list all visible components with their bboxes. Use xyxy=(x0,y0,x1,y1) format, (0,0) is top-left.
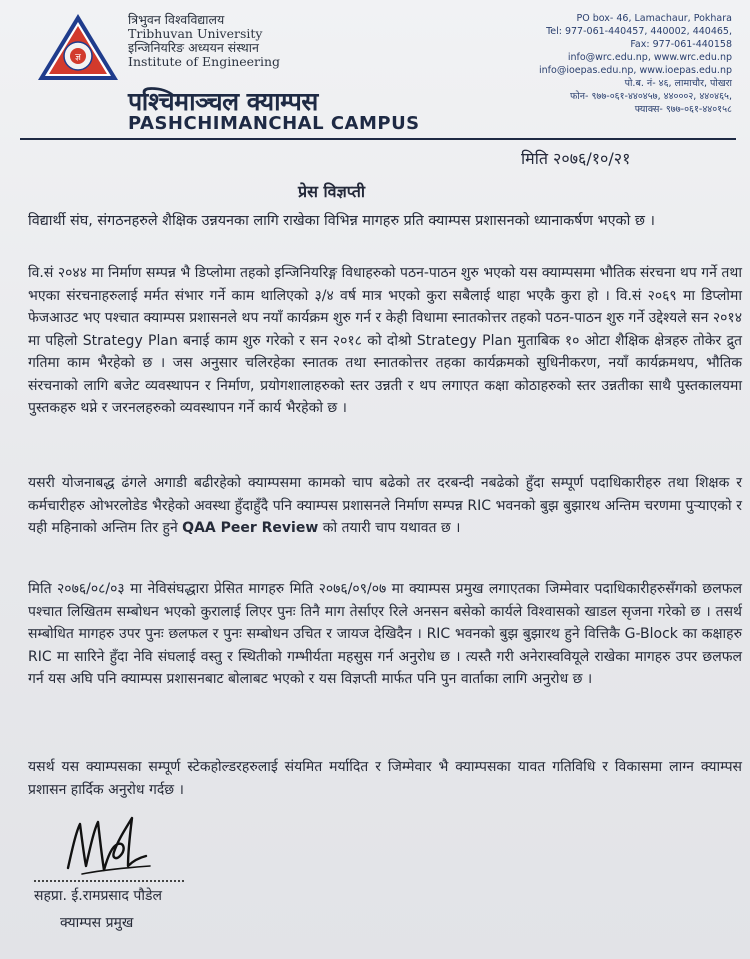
paragraph-3 xyxy=(28,472,742,540)
tribhuvan-university-emblem-icon xyxy=(36,12,120,82)
contact-line: पो.ब. नं- ४६, लामाचौर, पोखरा xyxy=(624,78,732,89)
paragraph-2: वि.सं २०४४ मा निर्माण सम्पन्न भै डिप्लोमा तहको इन्जिनियरिङ्ग विधाहरुको पठन-पाठन शुरु भएको यस क्याम्पसमा भौतिक संरचना थप गर्ने तथा भएका संरचनाहरुलाई मर्मत संभार गर्ने काम थालिएको ३/४ वर्ष मात्र भएको कुरा सबैलाई थाहा भएकै कुरा हो । वि.सं २०६९ मा डिप्लोमा फेजआउट भए पश्चात क्याम्पस प्रशासनले थप नयाँ कार्यक्रम शुरु गर्न र केही विधामा स्नातकोत्तर तहको पठन-पाठन शुरु गर्ने उद्देश्यले सन २०१४ मा पहिलो Strategy Plan बनाई काम शुरु गरेको र सन २०१८ को दोश्रो Strategy Plan मुताबिक १० ओटा शैक्षिक क्षेत्रहरु तोकेर द्रुत गतिमा काम भैरहेको छ । जस अनुसार चलिरहेका स्नातक तथा स्नातकोत्तर तहका कार्यक्रमको सुधिनीकरण, नयाँ कार्यक्रमथप, भौतिक संरचनाको लागि बजेट व्यवस्थापन र निर्माण, प्रयोगशालाहरुको स्तर उन्नती र थप लगाएत कक्षा कोठाहरुको स्तर उन्नतीका साथै पुस्तकालयमा पुस्तकहरु थप्ने र जरनलहरुको व्यवस्थापन गर्ने कार्य भैरहेको छ । xyxy=(28,265,742,416)
paragraph-3-end: को तयारी चाप यथावत छ । xyxy=(318,520,461,536)
signature-line xyxy=(34,880,184,882)
campus-name-np: पश्चिमाञ्चल क्याम्पस xyxy=(128,87,318,116)
paragraph-1: विद्यार्थी संघ, संगठनहरुले शैक्षिक उन्नयनका लागि राखेका विभिन्न मागहरु प्रति क्याम्पस प्रशासनको ध्यानाकर्षण भएको छ । xyxy=(28,213,656,229)
institute-name-np: इन्जिनियरिङ अध्ययन संस्थान xyxy=(128,40,259,55)
contact-line: फ्याक्स- ९७७-०६१-४४०१५८ xyxy=(634,104,732,115)
contact-line: Tel: 977-061-440457, 440002, 440465, xyxy=(546,26,732,37)
contact-line: फोन- ९७७-०६१-४४०४५७, ४४०००२, ४४०४६५, xyxy=(569,91,732,102)
signatory-title: क्याम्पस प्रमुख xyxy=(60,915,134,931)
signatory-name: सहप्रा. ई.रामप्रसाद पौडेल xyxy=(34,888,162,904)
institution-names xyxy=(128,13,280,69)
contact-line: PO box- 46, Lamachaur, Pokhara xyxy=(576,13,732,24)
svg-text:ज्ञ: ज्ञ xyxy=(75,53,81,63)
paragraph-4: मिति २०७६/०८/०३ मा नेविसंघद्धारा प्रेसित मागहरु मिति २०७६/०९/०७ मा क्याम्पस प्रमुख लगाएतका जिम्मेवार पदाधिकारीहरुसँगको छलफल पश्चात लिखितम सम्बोधन भएको कुरालाई लिएर पुनः तिनै माग तेर्साएर रिले अनसन बसेको कार्यले विश्वासको खाडल सृजना गरेको छ । तसर्थ सम्बोधित मागहरु उपर पुनः छलफल र पुनः सम्बोधन उचित र जायज देखिदैन । RIC भवनको बुझ बुझारथ हुने वित्तिकै G-Block का कक्षाहरु RIC मा सारिने हुँदा नेवि संघलाई वस्तु र स्थितीको गम्भीर्यता महसुस गर्न अनुरोध छ । त्यस्तै गरी अनेरास्ववियूले राखेका मागहरु उपर छलफल गर्न यस अघि पनि क्याम्पस प्रशासनबाट बोलाबट भएको र यस विज्ञप्ती मार्फत पनि पुन वार्ताका लागि अनुरोध छ । xyxy=(28,581,742,687)
contact-line: info@ioepas.edu.np, www.ioepas.edu.np xyxy=(539,65,732,76)
paragraph-5: यसर्थ यस क्याम्पसका सम्पूर्ण स्टेकहोल्डरहरुलाई संयमित मर्यादित र जिम्मेवार भै क्याम्पसका यावत गतिविधि र विकासमा लाग्न क्याम्पस प्रशासन हार्दिक अनुरोध गर्दछ । xyxy=(28,759,742,798)
qaa-peer-review-text: QAA Peer Review xyxy=(182,520,319,536)
campus-name-en: PASHCHIMANCHAL CAMPUS xyxy=(128,113,420,134)
paragraph-3-text: यसरी योजनाबद्ध ढंगले अगाडी बढीरहेको क्याम्पसमा कामको चाप बढेको तर दरबन्दी नबढेको हुँदा सम्पूर्ण पदाधिकारीहरु तथा शिक्षक र कर्मचारीहरु ओभरलोडेड भैरहेको अवस्था हुँदाहुँदै पनि क्याम्पस प्रशासनले निर्माण सम्पन्न RIC भवनको बुझ बुझारथ अन्तिम चरणमा पुऱ्याएको र यही महिनाको अन्तिम तिर हुने xyxy=(28,475,742,536)
header-divider xyxy=(20,138,736,140)
contact-line: info@wrc.edu.np, www.wrc.edu.np xyxy=(567,52,732,63)
letter-title: प्रेस विज्ञप्ती xyxy=(298,182,365,201)
signature-icon xyxy=(62,810,158,880)
institute-name-en: Institute of Engineering xyxy=(128,54,281,69)
university-name-en: Tribhuvan University xyxy=(128,26,263,41)
university-name-np: त्रिभुवन विश्वविद्यालय xyxy=(128,12,225,27)
letter-date: मिति २०७६/१०/२१ xyxy=(521,149,631,168)
contact-line: Fax: 977-061-440158 xyxy=(630,39,732,50)
contact-block xyxy=(539,12,732,116)
